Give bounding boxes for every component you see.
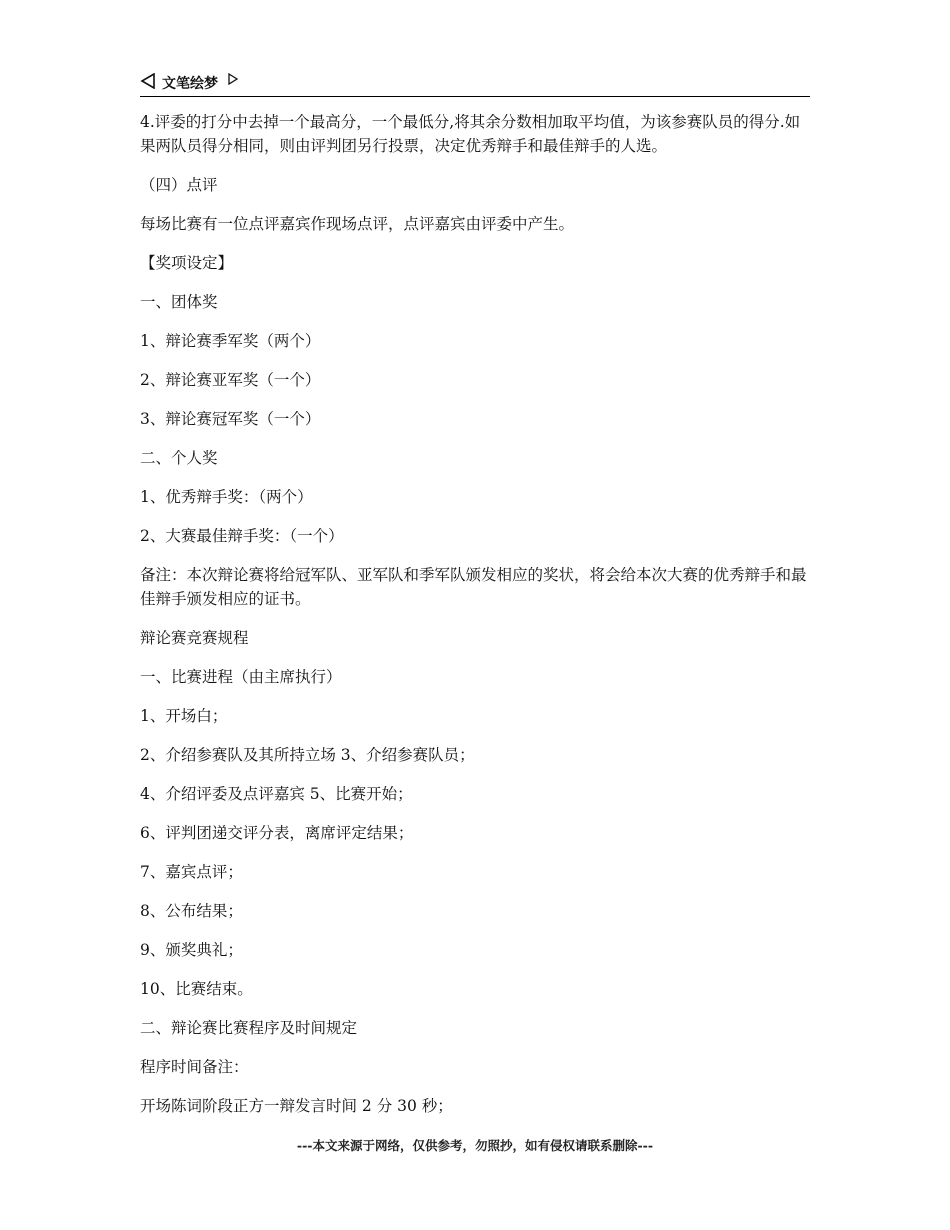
heading-individual-award: 二、个人奖 [140, 449, 218, 467]
list-item: 3、辩论赛冠军奖（一个） [140, 410, 321, 428]
paragraph-opening-statement: 开场陈词阶段正方一辩发言时间 2 分 30 秒； [140, 1097, 453, 1115]
list-item: 8、公布结果； [140, 902, 243, 920]
list-item: 9、颁奖典礼； [140, 941, 243, 959]
paragraph-scoring-rule: 4.评委的打分中去掉一个最高分，一个最低分,将其余分数相加取平均值，为该参赛队员的得分.如果两队员得分相同，则由评判团另行投票，决定优秀辩手和最佳辩手的人选。 [140, 113, 801, 155]
list-item: 1、优秀辩手奖：（两个） [140, 488, 313, 506]
heading-procedure-time: 二、辩论赛比赛程序及时间规定 [140, 1019, 358, 1037]
list-item: 7、嘉宾点评； [140, 863, 243, 881]
list-item: 10、比赛结束。 [140, 980, 253, 998]
list-item: 2、辩论赛亚军奖（一个） [140, 371, 321, 389]
document-body [140, 110, 812, 1118]
footer-notice: ---本文来源于网络，仅供参考，勿照抄，如有侵权请联系删除--- [296, 1138, 654, 1153]
paragraph-comment: 每场比赛有一位点评嘉宾作现场点评，点评嘉宾由评委中产生。 [140, 215, 575, 233]
heading-team-award: 一、团体奖 [140, 293, 218, 311]
list-item: 2、大赛最佳辩手奖：（一个） [140, 527, 344, 545]
page-header [140, 72, 810, 97]
triangle-right-icon [228, 73, 238, 85]
paragraph-time-note: 程序时间备注： [140, 1058, 249, 1076]
heading-match-process: 一、比赛进程（由主席执行） [140, 668, 342, 686]
section-heading-rules: 辩论赛竞赛规程 [140, 629, 249, 647]
list-item: 6、评判团递交评分表，离席评定结果； [140, 824, 414, 842]
triangle-left-icon [140, 73, 156, 89]
section-heading-awards: 【奖项设定】 [140, 254, 234, 272]
list-item: 2、介绍参赛队及其所持立场 3、介绍参赛队员； [140, 746, 475, 764]
section-heading-comment: （四）点评 [140, 176, 218, 194]
paragraph-note: 备注：本次辩论赛将给冠军队、亚军队和季军队颁发相应的奖状，将会给本次大赛的优秀辩手和最佳辩手颁发相应的证书。 [140, 566, 807, 608]
list-item: 1、辩论赛季军奖（两个） [140, 332, 321, 350]
brand-title: 文笔绘梦 [162, 76, 218, 92]
list-item: 4、介绍评委及点评嘉宾 5、比赛开始； [140, 785, 413, 803]
list-item: 1、开场白； [140, 707, 228, 725]
